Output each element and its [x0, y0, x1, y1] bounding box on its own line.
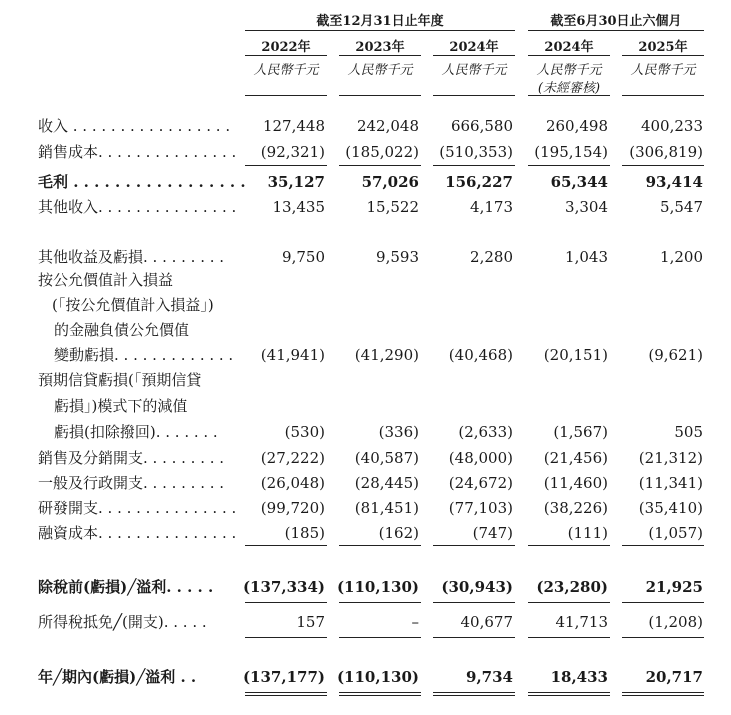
- row-label: 融資成本. . . . . . . . . . . . . . .: [38, 524, 237, 542]
- subtotal-rule: [433, 165, 515, 166]
- subtotal-rule: [433, 637, 515, 638]
- subtotal-rule: [528, 637, 610, 638]
- row-value: 1,200: [660, 248, 703, 266]
- row-value: 2,280: [470, 248, 513, 266]
- subtotal-rule: [245, 637, 327, 638]
- subtotal-rule: [339, 637, 421, 638]
- row-label: 虧損(扣除撥回). . . . . . .: [54, 423, 218, 441]
- row-value: (162): [378, 524, 419, 542]
- row-value: (40,587): [354, 449, 419, 467]
- row-value: 21,925: [645, 578, 703, 596]
- row-label: 的金融負債公允價值: [54, 321, 190, 339]
- row-value: 157: [296, 613, 325, 631]
- subtotal-rule: [339, 602, 421, 603]
- row-value: 57,026: [361, 173, 419, 191]
- row-label: 年╱期內(虧損)╱溢利 . .: [38, 668, 197, 686]
- year-rule: [528, 55, 610, 56]
- row-value: (27,222): [260, 449, 325, 467]
- row-value: (11,341): [638, 474, 703, 492]
- row-value: (26,048): [260, 474, 325, 492]
- year-header-2025-h1: 2025年: [638, 40, 688, 55]
- row-value: 1,043: [565, 248, 608, 266]
- row-label: 變動虧損. . . . . . . . . . . . .: [54, 346, 234, 364]
- row-value: (20,151): [543, 346, 608, 364]
- row-label: 銷售及分銷開支. . . . . . . . .: [38, 449, 225, 467]
- year-header-2022: 2022年: [261, 40, 311, 55]
- year-rule: [433, 55, 515, 56]
- row-value: 156,227: [445, 173, 513, 191]
- row-value: 666,580: [450, 117, 513, 135]
- row-value: (24,672): [448, 474, 513, 492]
- row-value: 5,547: [660, 198, 703, 216]
- row-label: 毛利 . . . . . . . . . . . . . . . . .: [38, 173, 246, 191]
- row-value: 3,304: [565, 198, 608, 216]
- total-double-rule: [433, 692, 515, 696]
- row-value: (41,941): [260, 346, 325, 364]
- group-header-fiscal-year: 截至12月31日止年度: [316, 14, 444, 29]
- row-value: (21,312): [638, 449, 703, 467]
- row-value: 260,498: [545, 117, 608, 135]
- subtotal-rule: [622, 165, 704, 166]
- row-value: 127,448: [262, 117, 325, 135]
- unaudited-note: (未經審核): [537, 81, 601, 96]
- row-value: (28,445): [354, 474, 419, 492]
- row-label: 其他收入. . . . . . . . . . . . . . .: [38, 198, 237, 216]
- header-bottom-rule: [339, 95, 421, 96]
- row-value: (30,943): [441, 578, 513, 596]
- year-header-2023: 2023年: [355, 40, 405, 55]
- row-value: (336): [378, 423, 419, 441]
- subtotal-rule: [622, 545, 704, 546]
- subtotal-rule: [339, 545, 421, 546]
- row-value: (35,410): [638, 499, 703, 517]
- row-value: 20,717: [645, 668, 703, 686]
- row-value: (1,057): [648, 524, 703, 542]
- row-value: (99,720): [260, 499, 325, 517]
- unit-label: 人民幣千元: [630, 63, 696, 78]
- unit-label: 人民幣千元: [536, 63, 602, 78]
- row-value: (510,353): [439, 143, 513, 161]
- group-header-six-months: 截至6月30日止六個月: [550, 14, 682, 29]
- row-value: (195,154): [534, 143, 608, 161]
- row-value: (110,130): [336, 578, 419, 596]
- row-value: 41,713: [555, 613, 608, 631]
- row-value: (9,621): [648, 346, 703, 364]
- year-header-2024-h1: 2024年: [544, 40, 594, 55]
- row-value: 9,734: [466, 668, 513, 686]
- header-bottom-rule: [245, 95, 327, 96]
- row-value: 40,677: [460, 613, 513, 631]
- row-label: 按公允價值計入損益: [38, 271, 174, 289]
- total-double-rule: [339, 692, 421, 696]
- row-value: 505: [674, 423, 703, 441]
- row-value: (137,177): [242, 668, 325, 686]
- row-value: (81,451): [354, 499, 419, 517]
- subtotal-rule: [622, 602, 704, 603]
- row-value: (747): [472, 524, 513, 542]
- header-bottom-rule: [433, 95, 515, 96]
- row-label: 除稅前(虧損)╱溢利. . . . .: [38, 578, 214, 596]
- row-value: 18,433: [550, 668, 608, 686]
- unit-label: 人民幣千元: [347, 63, 413, 78]
- year-header-2024: 2024年: [449, 40, 499, 55]
- row-value: 4,173: [470, 198, 513, 216]
- subtotal-rule: [245, 545, 327, 546]
- row-label: 預期信貸虧損(「預期信貸: [38, 371, 202, 389]
- row-value: (21,456): [543, 449, 608, 467]
- row-value: (110,130): [336, 668, 419, 686]
- row-label: 收入 . . . . . . . . . . . . . . . . .: [38, 117, 231, 135]
- row-label: 研發開支. . . . . . . . . . . . . . .: [38, 499, 237, 517]
- row-label: 銷售成本. . . . . . . . . . . . . . .: [38, 143, 237, 161]
- row-value: (306,819): [629, 143, 703, 161]
- subtotal-rule: [339, 165, 421, 166]
- row-value: (185,022): [345, 143, 419, 161]
- row-value: (41,290): [354, 346, 419, 364]
- header-bottom-rule: [622, 95, 704, 96]
- row-label: 所得稅抵免╱(開支). . . . .: [38, 613, 207, 631]
- row-value: (38,226): [543, 499, 608, 517]
- subtotal-rule: [622, 637, 704, 638]
- row-label: 其他收益及虧損. . . . . . . . .: [38, 248, 225, 266]
- subtotal-rule: [528, 602, 610, 603]
- row-value: 13,435: [272, 198, 325, 216]
- row-value: 9,593: [376, 248, 419, 266]
- row-value: (92,321): [260, 143, 325, 161]
- row-value: (77,103): [448, 499, 513, 517]
- subtotal-rule: [528, 545, 610, 546]
- subtotal-rule: [245, 165, 327, 166]
- row-value: (185): [284, 524, 325, 542]
- row-value: –: [411, 613, 419, 631]
- subtotal-rule: [433, 545, 515, 546]
- row-value: (530): [284, 423, 325, 441]
- group-header-rule: [528, 30, 704, 31]
- row-value: (1,208): [648, 613, 703, 631]
- row-value: 15,522: [366, 198, 419, 216]
- row-value: (48,000): [448, 449, 513, 467]
- row-value: 65,344: [550, 173, 608, 191]
- row-value: (11,460): [543, 474, 608, 492]
- row-value: 400,233: [640, 117, 703, 135]
- row-value: (1,567): [553, 423, 608, 441]
- total-double-rule: [528, 692, 610, 696]
- row-label: 一般及行政開支. . . . . . . . .: [38, 474, 225, 492]
- subtotal-rule: [245, 602, 327, 603]
- unit-label: 人民幣千元: [441, 63, 507, 78]
- row-value: (40,468): [448, 346, 513, 364]
- unit-label: 人民幣千元: [253, 63, 319, 78]
- group-header-rule: [245, 30, 515, 31]
- year-rule: [339, 55, 421, 56]
- subtotal-rule: [433, 602, 515, 603]
- row-value: (23,280): [536, 578, 608, 596]
- row-value: 9,750: [282, 248, 325, 266]
- total-double-rule: [622, 692, 704, 696]
- row-value: (2,633): [458, 423, 513, 441]
- row-value: (111): [567, 524, 608, 542]
- header-bottom-rule: [528, 95, 610, 96]
- row-value: 93,414: [645, 173, 703, 191]
- year-rule: [245, 55, 327, 56]
- row-value: (137,334): [242, 578, 325, 596]
- row-label: (「按公允價值計入損益」): [52, 296, 214, 314]
- total-double-rule: [245, 692, 327, 696]
- row-value: 242,048: [356, 117, 419, 135]
- subtotal-rule: [528, 165, 610, 166]
- row-value: 35,127: [267, 173, 325, 191]
- row-label: 虧損」)模式下的減值: [54, 397, 188, 415]
- year-rule: [622, 55, 704, 56]
